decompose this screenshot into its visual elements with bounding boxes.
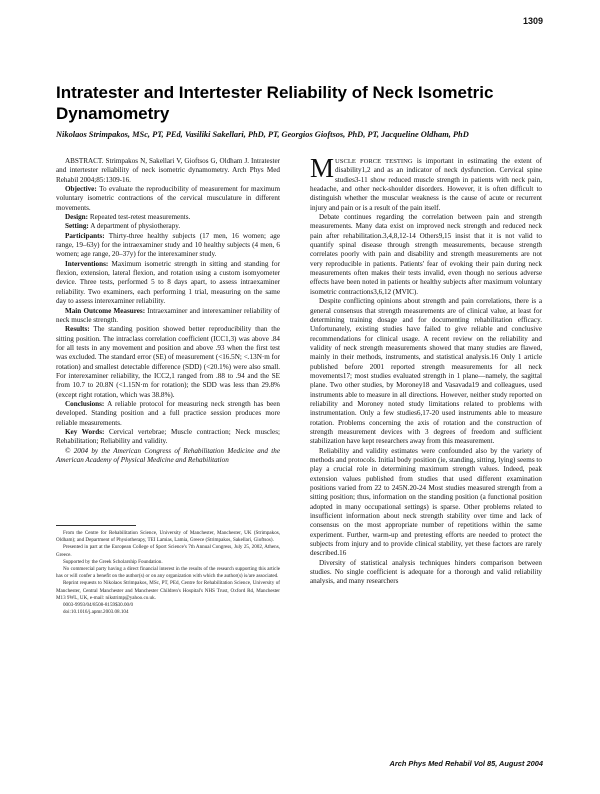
abstract-conclusions: Conclusions: A reliable protocol for measuring neck strength has been developed. Standing position and a full practice session produces more reliable measurements. xyxy=(56,399,280,427)
drop-cap: M xyxy=(310,153,335,183)
abstract-participants: Participants: Thirty-three healthy subjects (17 men, 16 women; age range, 19–63y) for the intraexaminer study and 10 healthy subjects (4 men, 6 women; age range, 20–37y) for the interexaminer study. xyxy=(56,231,280,259)
abstract xyxy=(56,157,280,465)
page-number: 1309 xyxy=(522,16,543,26)
footnote-funding: Supported by the Greek Scholarship Foundation. xyxy=(63,558,163,565)
abstract-design: Design: Repeated test-retest measurements. xyxy=(65,213,191,222)
copyright-notice: © 2004 by the American Congress of Rehabilitation Medicine and the American Academy of Physical Medicine and Rehabilitation xyxy=(56,446,280,464)
abstract-objective: Objective: To evaluate the reproducibility of measurement for maximum voluntary isometric contractions of the cervical musculature in different movements. xyxy=(56,185,280,212)
footnote-doi: doi:10.1016/j.apmr.2003.08.104 xyxy=(63,609,129,616)
body-paragraph-intro: MUSCLE FORCE TESTING is important in estimating the extent of disability1,2 and as an indicator of neck dysfunction. Cervical spine studies3-11 show reduced muscle strength in patients with neck pain, headache, and other neck-shoulder disorders. However, it is often difficult to distinguish whether the muscular weakness is the cause of acute or recurrent injury and pain or is a result of the pain itself. xyxy=(310,153,542,212)
footnote-conflict: No commercial party having a direct financial interest in the results of the research supporting this article has or will confer a benefit on the author(s) or on any organization with which the author(s) is/are associated. xyxy=(56,566,280,580)
footnote-affiliation: From the Centre for Rehabilitation Science, University of Manchester, Manchester, UK (Strimpakos, Oldham); and Department of Physiotherapy, TEI Lamias, Lamia, Greece (Strimpakos, Sakellari, Gioftsos). xyxy=(56,530,280,544)
article-title: Intratester and Intertester Reliability of Neck Isometric Dynamometry xyxy=(56,83,494,123)
abstract-citation: ABSTRACT. Strimpakos N, Sakellari V, Gioftsos G, Oldham J. Intratester and intertester reliability of neck isometric dynamometry. Arch Phys Med Rehabil 2004;85:1309-16. xyxy=(56,157,280,184)
abstract-interventions: Interventions: Maximum isometric strength in sitting and standing for flexion, extension, lateral flexion, and rotation using a custom isomyometer device. Three tests, performed 5 to 8 days apart, to assess intraexaminer reliability. Two examiners, each performing 1 trial, measuring on the same day to assess interexaminer reliability. xyxy=(56,259,280,306)
abstract-results: Results: The standing position showed better reproducibility than the sitting position. The intraclass correlation coefficient (ICC1,3) was above .84 for all tests in any movement and position and above .93 when the first test was excluded. The standard error (SE) of measurement (<16.5N; <.13N·m for rotation) and smallest detectable difference (SDD) (<20.1%) were also small. For interexaminer reliability, the ICC2,1 ranged from .88 to .94 and the SE from 10.7 to 20.8N (<1.15N·m for rotation); the SDD was less than 29.8% (except right rotation, which was 38.8%). xyxy=(56,325,281,399)
abstract-keywords: Key Words: Cervical vertebrae; Muscle contraction; Neck muscles; Rehabilitation; Reliability and validity. xyxy=(56,427,280,446)
body-column xyxy=(310,153,542,587)
footnotes xyxy=(56,530,280,616)
body-paragraph: Diversity of statistical analysis techniques hinders comparison between studies. No single coefficient is adequate for a thorough and valid reliability analysis, and many researchers xyxy=(310,558,542,586)
body-paragraph: Debate continues regarding the correlation between pain and strength measurements. Many data exist on improved neck strength and reduced neck pain after rehabilitation.3,4,8,12-14 Others9,15 insist that it is not valid to quantify spinal disease through strength measurements, because strength correlates poorly with pain and disability and strength measurements are not very reproducible in patients. Patients' fear of evoking their pain during neck measurements often makes their tests invalid, even though no serious adverse effects have been noted in patients or healthy subjects after maximum voluntary isometric contractions3,6,12 (MVIC). xyxy=(310,213,542,296)
footnote-divider xyxy=(56,525,136,526)
abstract-column xyxy=(56,157,280,465)
journal-footer: Arch Phys Med Rehabil Vol 85, August 2004 xyxy=(389,759,543,768)
abstract-setting: Setting: A department of physiotherapy. xyxy=(65,222,181,231)
abstract-outcome: Main Outcome Measures: Intraexaminer and interexaminer reliability of neck muscle strength. xyxy=(56,306,280,324)
footnote-presented: Presented in part at the European College of Sport Science's 7th Annual Congress, July 25, 2002, Athens, Greece. xyxy=(56,544,280,558)
footnote-reprints: Reprint requests to Nikolaos Strimpakos, MSc, PT, PEd, Centre for Rehabilitation Science, University of Manchester, Central Manchester and Manchester Children's Hospital's NHS Trust, Oxford Rd, Manchester M13 9WL, UK, e-mail: nikstrimp@yahoo.co.uk. xyxy=(56,580,280,601)
author-list: Nikolaos Strimpakos, MSc, PT, PEd, Vasiliki Sakellari, PhD, PT, Georgios Gioftsos, PhD, PT, Jacqueline Oldham, PhD xyxy=(56,130,469,139)
body-paragraph: Despite conflicting opinions about strength and pain correlations, there is a general consensus that strength measurements are of clinical value, at least for determining training dosage and for documenting rehabilitation efficacy. Unfortunately, existing studies have failed to give reliable and conclusive recommendations for clinical usage. A recent review on the reliability and validity of neck strength measurements showed that many studies are flawed, mainly in their methods, instruments, and statistical analysis.16 Only 1 article published before 2001 reported strength measurements for all neck movements17; most studies evaluated strength in 1 plane—namely, the sagittal plane. Two other studies, by Moroney18 and Vasavada19 and colleagues, used instruments able to measure in all directions. However, neither study reported on reliability and Moroney noted study limitations related to problems with instrumentation. Only a few studies6,17-20 used instruments able to measure rotation. Problems concerning the axis of rotation and the construction of strength measurement devices with 3 degrees of freedom and sufficient stabilization have kept researchers away from this measurement. xyxy=(310,297,542,446)
footnote-issn: 0003-9993/04/8508-8159$30.00/0 xyxy=(63,602,134,609)
body-paragraph: Reliability and validity estimates were confounded also by the variety of methods and protocols. Initial body position (ie, standing, sitting, lying) seems to play a crucial role in determining maximum strength values. Indeed, peak extension values published from studies that used different examination positions varied from 22 to 245N.20-24 Most studies measured strength from a sitting position; thus, information on the standing position (a functional position adopted in many occupational settings) is sparse. Other problems related to insufficient information about neck strength stability over time and lack of consensus on the most appropriate number of repetitions within the same experiment. Further, warm-up and pretesting efforts are needed to protect the subjects from injury and to provide clinical stability, yet these factors are rarely described.16 xyxy=(310,446,542,558)
